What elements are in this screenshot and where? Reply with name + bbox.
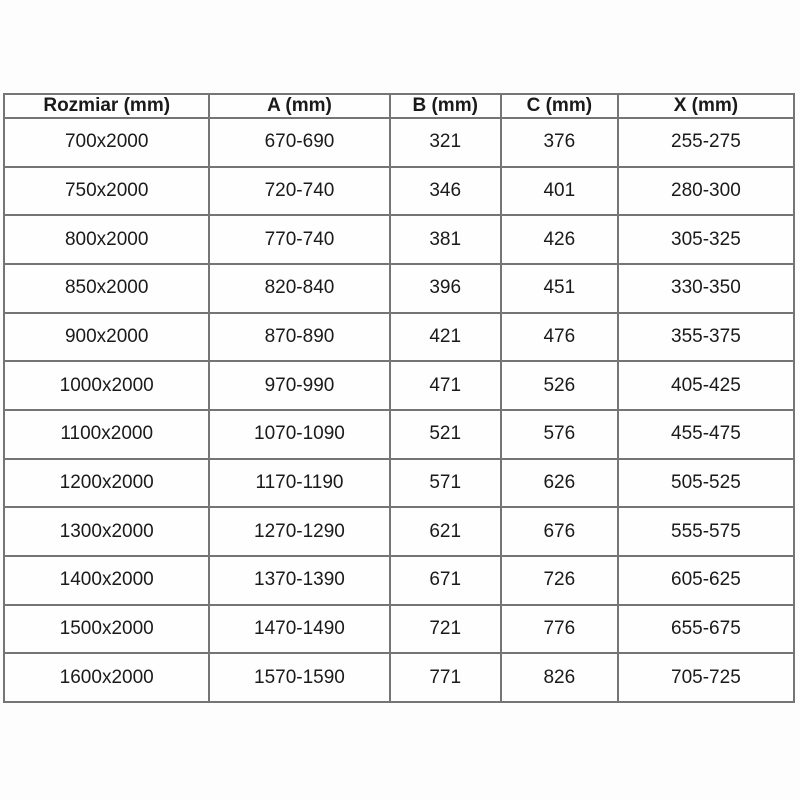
cell-b: 321 xyxy=(390,118,501,167)
cell-size: 1100x2000 xyxy=(4,410,209,459)
cell-b: 571 xyxy=(390,459,501,508)
table-header-row xyxy=(4,94,794,118)
table-row xyxy=(4,410,794,459)
col-header-x: X (mm) xyxy=(618,94,794,118)
cell-c: 401 xyxy=(501,167,618,216)
cell-size: 850x2000 xyxy=(4,264,209,313)
cell-c: 676 xyxy=(501,507,618,556)
cell-size: 1200x2000 xyxy=(4,459,209,508)
table-row xyxy=(4,167,794,216)
table-row xyxy=(4,556,794,605)
cell-b: 396 xyxy=(390,264,501,313)
cell-x: 405-425 xyxy=(618,361,794,410)
table-row xyxy=(4,605,794,654)
col-header-rozmiar: Rozmiar (mm) xyxy=(4,94,209,118)
cell-a: 820-840 xyxy=(209,264,389,313)
col-header-c: C (mm) xyxy=(501,94,618,118)
cell-a: 970-990 xyxy=(209,361,389,410)
cell-c: 451 xyxy=(501,264,618,313)
cell-a: 670-690 xyxy=(209,118,389,167)
table-row xyxy=(4,215,794,264)
col-header-a: A (mm) xyxy=(209,94,389,118)
cell-x: 705-725 xyxy=(618,653,794,702)
table-row xyxy=(4,507,794,556)
cell-b: 721 xyxy=(390,605,501,654)
cell-b: 381 xyxy=(390,215,501,264)
cell-x: 555-575 xyxy=(618,507,794,556)
cell-c: 576 xyxy=(501,410,618,459)
cell-x: 305-325 xyxy=(618,215,794,264)
cell-b: 471 xyxy=(390,361,501,410)
cell-c: 776 xyxy=(501,605,618,654)
table-row xyxy=(4,118,794,167)
cell-b: 421 xyxy=(390,313,501,362)
cell-a: 720-740 xyxy=(209,167,389,216)
cell-c: 526 xyxy=(501,361,618,410)
cell-size: 750x2000 xyxy=(4,167,209,216)
cell-c: 626 xyxy=(501,459,618,508)
cell-x: 605-625 xyxy=(618,556,794,605)
cell-x: 330-350 xyxy=(618,264,794,313)
cell-b: 771 xyxy=(390,653,501,702)
cell-a: 1370-1390 xyxy=(209,556,389,605)
cell-size: 1500x2000 xyxy=(4,605,209,654)
cell-c: 426 xyxy=(501,215,618,264)
cell-size: 1300x2000 xyxy=(4,507,209,556)
cell-a: 770-740 xyxy=(209,215,389,264)
size-table xyxy=(3,93,795,703)
table-row xyxy=(4,313,794,362)
cell-x: 655-675 xyxy=(618,605,794,654)
cell-b: 671 xyxy=(390,556,501,605)
cell-size: 700x2000 xyxy=(4,118,209,167)
cell-c: 476 xyxy=(501,313,618,362)
cell-size: 1600x2000 xyxy=(4,653,209,702)
cell-a: 870-890 xyxy=(209,313,389,362)
cell-size: 1400x2000 xyxy=(4,556,209,605)
cell-x: 355-375 xyxy=(618,313,794,362)
cell-c: 826 xyxy=(501,653,618,702)
cell-b: 521 xyxy=(390,410,501,459)
cell-x: 455-475 xyxy=(618,410,794,459)
cell-a: 1070-1090 xyxy=(209,410,389,459)
cell-b: 621 xyxy=(390,507,501,556)
cell-a: 1470-1490 xyxy=(209,605,389,654)
table-row xyxy=(4,653,794,702)
cell-a: 1570-1590 xyxy=(209,653,389,702)
col-header-b: B (mm) xyxy=(390,94,501,118)
table-row xyxy=(4,459,794,508)
table-row xyxy=(4,361,794,410)
cell-a: 1170-1190 xyxy=(209,459,389,508)
cell-c: 376 xyxy=(501,118,618,167)
cell-c: 726 xyxy=(501,556,618,605)
cell-x: 505-525 xyxy=(618,459,794,508)
cell-size: 1000x2000 xyxy=(4,361,209,410)
cell-a: 1270-1290 xyxy=(209,507,389,556)
cell-size: 800x2000 xyxy=(4,215,209,264)
cell-x: 280-300 xyxy=(618,167,794,216)
cell-b: 346 xyxy=(390,167,501,216)
cell-x: 255-275 xyxy=(618,118,794,167)
cell-size: 900x2000 xyxy=(4,313,209,362)
table-row xyxy=(4,264,794,313)
